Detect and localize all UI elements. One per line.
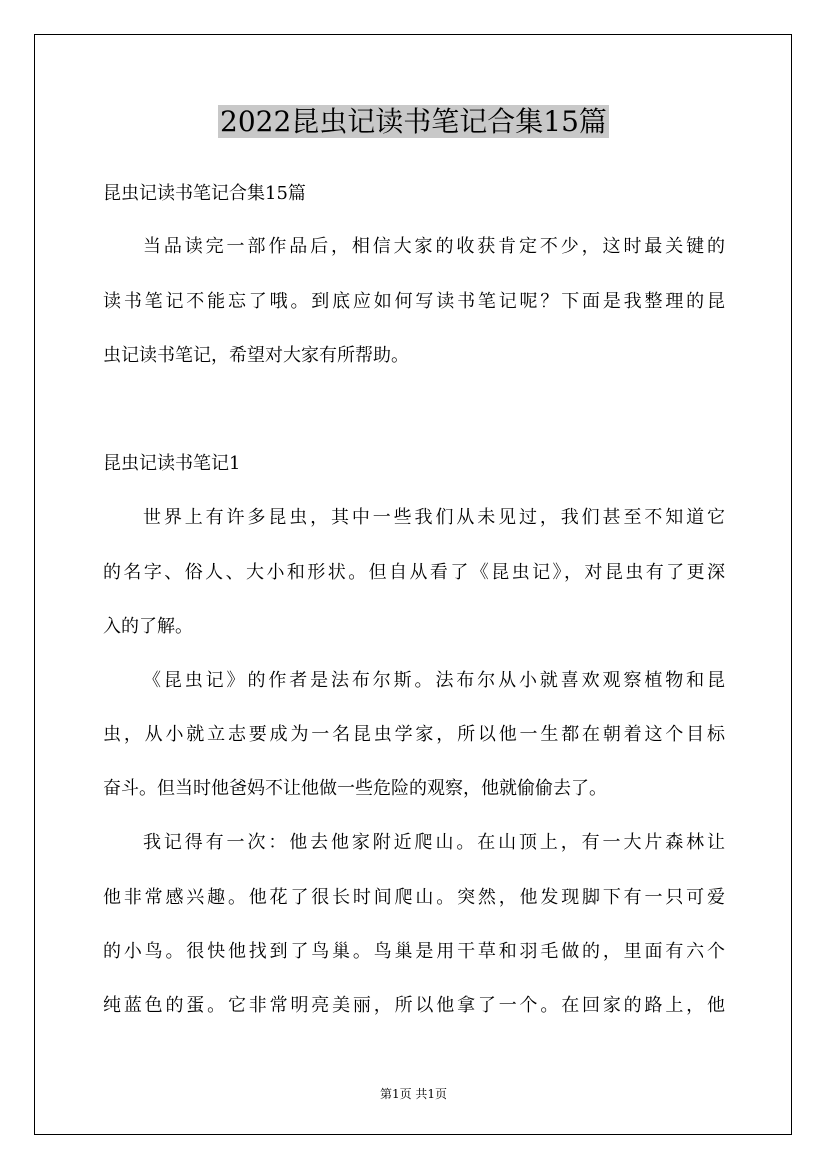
document-title-text: 2022昆虫记读书笔记合集15篇	[220, 105, 607, 138]
intro-line-2: 读书笔记不能忘了哦。到底应如何写读书笔记呢？下面是我整理的昆	[103, 291, 725, 312]
paragraph-3-line-4: 纯蓝色的蛋。它非常明亮美丽，所以他拿了一个。在回家的路上，他	[103, 995, 725, 1016]
paragraph-1-line-1: 世界上有许多昆虫，其中一些我们从未见过，我们甚至不知道它	[143, 507, 725, 528]
paragraph-2-line-3: 奋斗。但当时他爸妈不让他做一些危险的观察，他就偷偷去了。	[103, 778, 607, 799]
document-title	[0, 100, 827, 144]
paragraph-2-line-2: 虫，从小就立志要成为一名昆虫学家，所以他一生都在朝着这个目标	[103, 724, 725, 745]
section-heading: 昆虫记读书笔记1	[103, 453, 241, 474]
paragraph-3-line-3: 的小鸟。很快他找到了鸟巢。鸟巢是用干草和羽毛做的，里面有六个	[103, 941, 725, 962]
page-footer: 第1页 共1页	[379, 1087, 448, 1101]
paragraph-1-line-3: 入的了解。	[103, 616, 193, 637]
paragraph-3-line-1: 我记得有一次：他去他家附近爬山。在山顶上，有一大片森林让	[143, 832, 725, 853]
subtitle: 昆虫记读书笔记合集15篇	[103, 183, 306, 204]
paragraph-1-line-2: 的名字、俗人、大小和形状。但自从看了《昆虫记》，对昆虫有了更深	[103, 562, 725, 583]
paragraph-3-line-2: 他非常感兴趣。他花了很长时间爬山。突然，他发现脚下有一只可爱	[103, 887, 725, 908]
paragraph-2-line-1: 《昆虫记》的作者是法布尔斯。法布尔从小就喜欢观察植物和昆	[143, 670, 725, 691]
intro-line-3: 虫记读书笔记，希望对大家有所帮助。	[103, 345, 409, 366]
intro-line-1: 当品读完一部作品后，相信大家的收获肯定不少，这时最关键的	[143, 236, 725, 257]
